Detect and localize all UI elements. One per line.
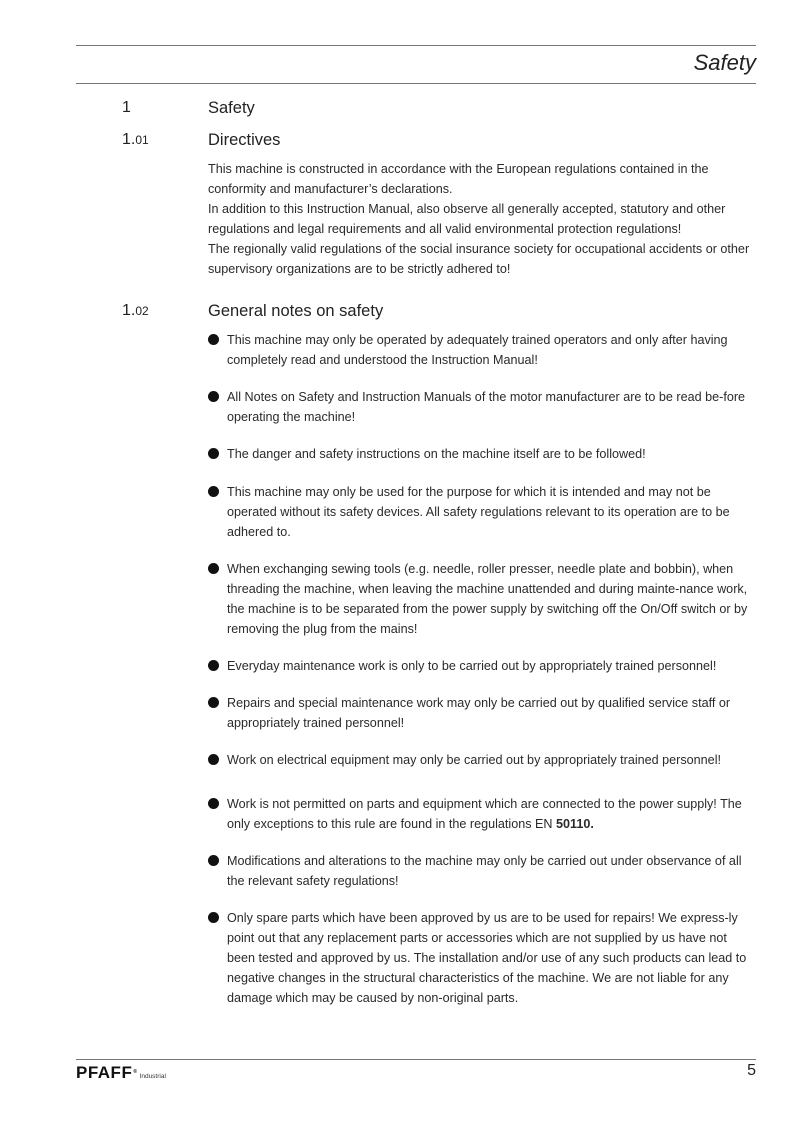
page-header-title: Safety (693, 50, 756, 75)
directives-line: In addition to this Instruction Manual, also observe all generally accepted, statutory and other regulations and legal requirements and all valid environmental protection regulations! (208, 202, 726, 236)
safety-bullet: Everyday maintenance work is only to be carried out by appropriately trained personnel! (208, 656, 756, 676)
header-rule-bottom (76, 83, 756, 84)
section-title: General notes on safety (208, 302, 384, 320)
header-rule-top (76, 45, 756, 46)
bullet-icon (208, 563, 219, 574)
bullet-icon (208, 660, 219, 671)
bullet-icon (208, 912, 219, 923)
page-number: 5 (747, 1062, 756, 1079)
footer-rule (76, 1059, 756, 1060)
bullet-icon (208, 855, 219, 866)
regulation-ref: 50110. (556, 817, 594, 831)
safety-bullet: Work on electrical equipment may only be carried out by appropriately trained personnel! (208, 750, 756, 770)
bullet-icon (208, 448, 219, 459)
section-number: 1.02 (122, 302, 149, 319)
safety-bullet: When exchanging sewing tools (e.g. needle, roller presser, needle plate and bobbin), when threading the machine, when leaving the machine unattended and during mainte-nance work, the machine is to be separated from the power supply by switching off the On/Off switch or by removing the plug from the mains! (208, 559, 756, 639)
bullet-icon (208, 334, 219, 345)
safety-bullet: Repairs and special maintenance work may only be carried out by qualified service staff or appropriately trained personnel! (208, 693, 756, 733)
section-title: Safety (208, 99, 255, 117)
safety-bullet: Work is not permitted on parts and equipment which are connected to the power supply! The only exceptions to this rule are found in the regulations EN 50110. (208, 794, 756, 834)
bullet-icon (208, 486, 219, 497)
safety-bullet: This machine may only be used for the purpose for which it is intended and may not be operated without its safety devices. All safety regulations relevant to its operation are to be adhered to. (208, 482, 756, 542)
safety-bullet: This machine may only be operated by adequately trained operators and only after having completely read and understood the Instruction Manual! (208, 330, 756, 370)
section-number: 1 (122, 99, 131, 116)
safety-bullet: The danger and safety instructions on the machine itself are to be followed! (208, 444, 756, 464)
safety-bullet: Only spare parts which have been approved by us are to be used for repairs! We express-ly point out that any replacement parts or accessories which are not supplied by us have not been tested and approved by us. The installation and/or use of any such products can lead to negative changes in the structural characteristics of the machine. We are not liable for any damage which may be caused by non-original parts. (208, 908, 756, 1008)
directives-text (208, 159, 756, 279)
bullet-icon (208, 697, 219, 708)
directives-line: The regionally valid regulations of the social insurance society for occupational accidents or other supervisory organizations are to be strictly adhered to! (208, 242, 750, 276)
section-title: Directives (208, 131, 281, 149)
safety-bullet: Modifications and alterations to the machine may only be carried out under observance of all the relevant safety regulations! (208, 851, 756, 891)
directives-line: This machine is constructed in accordance with the European regulations contained in the conformity and manufacturer’s declarations. (208, 162, 709, 196)
bullet-icon (208, 754, 219, 765)
bullet-icon (208, 798, 219, 809)
bullet-icon (208, 391, 219, 402)
safety-bullet: All Notes on Safety and Instruction Manuals of the motor manufacturer are to be read be-fore operating the machine! (208, 387, 756, 427)
pfaff-logo: PFAFF® Industrial (76, 1063, 166, 1082)
section-number: 1.01 (122, 131, 149, 148)
